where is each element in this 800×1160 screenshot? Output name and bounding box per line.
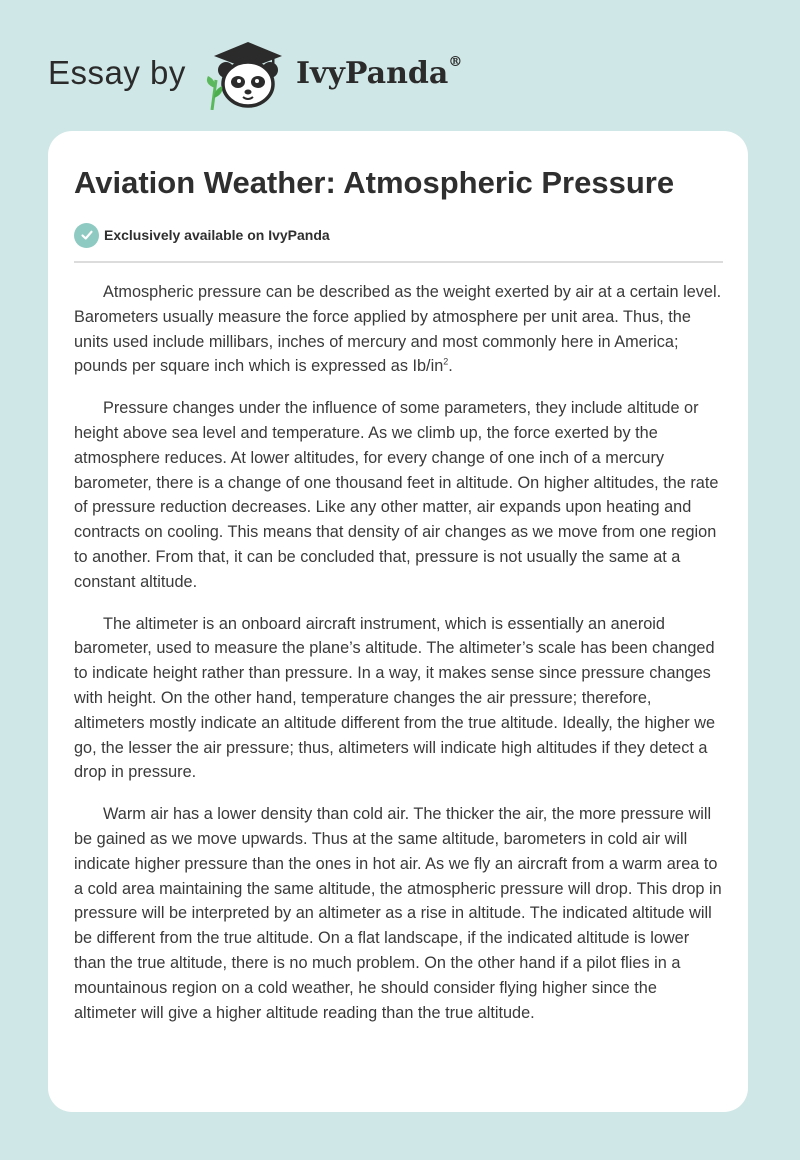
badge-label: Exclusively available on IvyPanda [104,227,330,243]
essay-title: Aviation Weather: Atmospheric Pressure [74,165,675,200]
paragraph-2: Pressure changes under the influence of some parameters, they include altitude or height above sea level and temperature. As we climb up, the force exerted by the atmosphere reduces. At lower altitudes, for every change of one inch of a mercury barometer, there is a change of one thousand feet in altitude. On higher altitudes, the rate of pressure reduction decreases. Like any other matter, air expands upon heating and contracts on cooling. This means that density of air changes as we move from one region to another. From that, it can be concluded that, pressure is not usually the same at a constant altitude. [74,399,719,591]
exclusive-badge [74,222,330,248]
brand-prefix: Essay by [48,54,186,91]
panda-logo-icon [202,36,294,110]
paragraph-1: Atmospheric pressure can be described as the weight exerted by air at a certain level. Barometers usually measure the force applied by atmosphere per unit area. Thus, the units used include millibars, inches of mercury and most commonly here in America; pounds per square inch which is expressed as $Ib/in^2$. [74,283,722,376]
check-circle-icon [74,223,99,248]
essay-card [48,131,748,1112]
divider [74,261,723,263]
brand-name: IvyPanda® [296,54,463,91]
paragraph-4: Warm air has a lower density than cold air. The thicker the air, the more pressure will be gained as we move upwards. Thus at the same altitude, barometers in cold air will indicate higher pressure than the ones in hot air. As we fly an aircraft from a warm area to a cold area maintaining the same altitude, the atmospheric pressure will drop. This drop in pressure will be interpreted by an altimeter as a rise in altitude. The indicated altitude will be different from the true altitude. On a flat landscape, if the indicated altitude is lower than the true altitude, there is no much problem. On the other hand if a pilot flies in a mountainous region on a cold weather, he should consider flying higher since the altimeter will give a higher altitude reading than the true altitude. [74,805,722,1022]
essay-body [74,280,722,1042]
paragraph-3: The altimeter is an onboard aircraft instrument, which is essentially an aneroid barometer, used to measure the plane’s altitude. The altimeter’s scale has been changed to indicate height rather than pressure. In a way, it makes sense since pressure changes with height. On the other hand, temperature changes the air pressure; therefore, altimeters mostly indicate an altitude different from the true altitude. Ideally, the higher we go, the lesser the air pressure; thus, altimeters will indicate high altitudes if they detect a drop in pressure. [74,614,716,782]
brand-header[interactable] [48,36,508,116]
